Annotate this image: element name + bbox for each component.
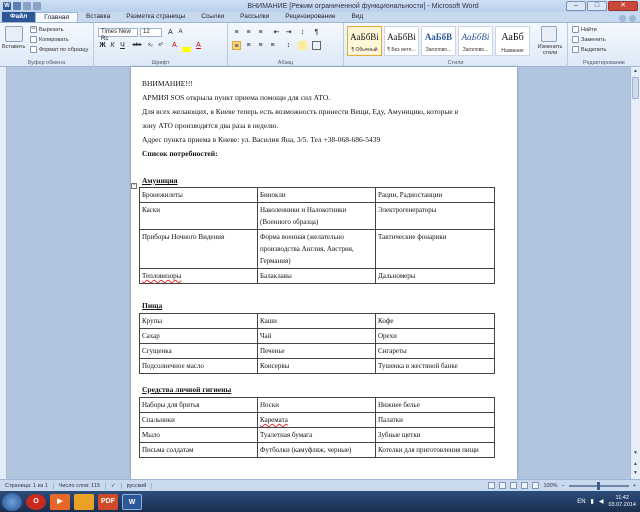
scroll-down-icon[interactable]: ▼ <box>633 450 638 456</box>
tab-review[interactable]: Рецензирование <box>285 13 336 20</box>
table-cell[interactable]: Приборы Ночного Видения <box>140 230 258 269</box>
table-hygiene[interactable] <box>139 397 495 458</box>
start-button[interactable] <box>2 493 22 511</box>
help-icon[interactable] <box>629 15 636 22</box>
table-cell[interactable]: Тактические фонарики <box>376 230 495 269</box>
table-cell[interactable]: Форма военная (желательно производства Англия, Австрия, Германия) <box>258 230 376 269</box>
table-cell[interactable]: Консервы <box>258 359 376 374</box>
zoom-slider[interactable] <box>569 485 629 487</box>
word-count[interactable]: Число слов: 115 <box>54 483 106 489</box>
table-ammo[interactable] <box>139 187 495 284</box>
zoom-out-icon[interactable]: − <box>561 482 565 489</box>
show-formatting-button[interactable]: ¶ <box>314 29 319 36</box>
editing-label: Редактирование <box>583 60 625 66</box>
justify-icon[interactable]: ≡ <box>270 42 275 49</box>
grow-font-button[interactable]: A <box>168 29 173 36</box>
prev-page-icon[interactable]: ▲ <box>633 461 638 467</box>
copy-button[interactable]: Копировать <box>30 36 69 43</box>
table-cell[interactable]: Тушенка в жестяной банке <box>376 359 495 374</box>
find-button[interactable]: Найти <box>572 26 597 33</box>
shrink-font-button[interactable]: A <box>178 29 183 35</box>
save-icon[interactable] <box>13 2 21 10</box>
change-styles-icon[interactable] <box>541 26 557 42</box>
binoculars-icon <box>572 26 579 33</box>
table-cell[interactable]: Печенье <box>258 344 376 359</box>
replace-icon <box>572 36 579 43</box>
table-cell[interactable]: Каски <box>140 203 258 230</box>
doc-line-address: Адрес пункта приема в Киеве: ул. Василия Яна, 3/5. Тел +38-068-686-5439 <box>142 135 381 144</box>
style-heading-1[interactable]: АаБбВ Заголово... <box>421 26 456 56</box>
table-cell[interactable]: Палатки <box>376 413 495 428</box>
doc-line-info: Для всех желающих, в Киеве теперь есть возможность принести Вещи, Еду, Амуницию, которые в <box>142 107 459 116</box>
shading-icon[interactable] <box>298 41 307 50</box>
tab-view[interactable]: Вид <box>351 13 364 20</box>
clock[interactable]: 11:42 03.07.2014 <box>608 494 636 508</box>
borders-icon[interactable] <box>312 41 321 50</box>
brush-icon <box>30 46 37 53</box>
table-cell[interactable]: Орехи <box>376 329 495 344</box>
increase-indent-icon[interactable]: ⇥ <box>285 29 292 36</box>
draft-view-icon[interactable] <box>532 482 539 489</box>
font-color-icon[interactable]: A <box>196 42 201 49</box>
table-cell[interactable]: Мыло <box>140 428 258 443</box>
align-center-icon[interactable]: ≡ <box>246 42 251 49</box>
zoom-in-icon[interactable]: + <box>632 482 636 489</box>
taskbar <box>0 491 640 512</box>
style-no-spacing[interactable]: АаБбВі ¶ Без инте... <box>384 26 419 56</box>
document-page[interactable] <box>131 67 517 479</box>
styles-group <box>344 23 568 67</box>
maximize-button[interactable]: □ <box>587 1 607 11</box>
close-button[interactable]: ✕ <box>608 1 638 11</box>
table-cell[interactable]: Наборы для бритья <box>140 398 258 413</box>
scroll-up-icon[interactable]: ▲ <box>633 68 638 74</box>
spellcheck-icon[interactable]: ✓ <box>106 483 122 489</box>
table-cell[interactable]: Электрогенераторы <box>376 203 495 230</box>
numbering-icon[interactable]: ≡ <box>246 29 251 36</box>
section-title-food: Пища <box>142 301 163 310</box>
section-title-hygiene: Средства личной гигиены <box>142 385 232 394</box>
sort-icon[interactable]: ↕ <box>300 29 305 36</box>
font-label: Шрифт <box>151 60 170 66</box>
table-cell[interactable]: Сгущенка <box>140 344 258 359</box>
tab-mailings[interactable]: Рассылки <box>240 13 270 20</box>
align-right-icon[interactable]: ≡ <box>258 42 263 49</box>
language-indicator[interactable]: русский <box>122 483 153 489</box>
workspace-right <box>516 67 630 479</box>
paragraph-group <box>228 23 344 67</box>
quick-access-toolbar <box>0 2 160 10</box>
redo-icon[interactable] <box>33 2 41 10</box>
table-cell[interactable]: Дальномеры <box>376 269 495 284</box>
select-icon <box>572 46 579 53</box>
tab-insert[interactable]: Вставка <box>86 13 111 20</box>
italic-button[interactable]: К <box>110 42 115 49</box>
multilevel-list-icon[interactable]: ≡ <box>258 29 263 36</box>
text-effects-icon[interactable]: A <box>172 42 177 49</box>
bullets-icon[interactable]: ≡ <box>234 29 239 36</box>
table-cell[interactable]: Каши <box>258 314 376 329</box>
workspace-left <box>0 67 140 479</box>
print-layout-view-icon[interactable] <box>488 482 495 489</box>
doc-line-attention: ВНИМАНИЕ!!! <box>142 79 193 88</box>
folder-icon[interactable] <box>74 494 94 510</box>
table-row <box>140 359 495 374</box>
table-row <box>140 413 495 428</box>
table-cell[interactable]: Каремата <box>258 413 376 428</box>
table-row <box>140 329 495 344</box>
scissors-icon: ✂ <box>31 26 36 32</box>
format-painter-button[interactable]: Формат по образцу <box>30 46 88 53</box>
table-row <box>140 398 495 413</box>
table-cell[interactable]: Подсолнечное масло <box>140 359 258 374</box>
table-cell[interactable]: Балаклавы <box>258 269 376 284</box>
window-title: ВНИМАНИЕ [Режим ограниченной функциональности] - Microsoft Word <box>247 2 479 10</box>
zoom-level[interactable]: 100% <box>543 482 558 489</box>
cut-button[interactable]: ✂ Вырезать <box>31 26 64 33</box>
page-count[interactable]: Страница: 1 из 1 <box>0 483 54 489</box>
paste-button[interactable]: Вставить <box>2 44 26 50</box>
system-tray <box>577 495 640 509</box>
doc-line-needs: Список потребностей: <box>142 149 218 158</box>
table-row <box>140 443 495 458</box>
table-cell[interactable]: Бронежилеты <box>140 188 258 203</box>
vertical-scrollbar[interactable] <box>630 67 640 479</box>
word-logo-icon[interactable]: W <box>4 3 10 9</box>
table-cell[interactable]: Спальники <box>140 413 258 428</box>
clipboard-group <box>0 23 94 67</box>
media-player-icon[interactable]: ▶ <box>50 494 70 510</box>
table-cell[interactable]: Сигареты <box>376 344 495 359</box>
table-cell[interactable]: Наколенники и Налокотники (Военного образца) <box>258 203 376 230</box>
strikethrough-button[interactable]: abc <box>132 42 142 48</box>
table-cell[interactable]: Рации, Радиостанции <box>376 188 495 203</box>
style-title[interactable]: АаБб Название <box>495 26 530 56</box>
table-cell[interactable]: Котелки для приготовления пищи <box>376 443 495 458</box>
font-name-input[interactable]: Times New Rc <box>98 28 138 37</box>
section-title-ammo: Амуниция <box>142 176 178 185</box>
ribbon-tabs <box>0 12 640 23</box>
doc-line-info-2: зону АТО производятся два раза в неделю. <box>142 121 279 130</box>
opera-icon[interactable]: O <box>26 494 46 510</box>
undo-icon[interactable] <box>23 2 31 10</box>
scroll-thumb[interactable] <box>632 77 639 99</box>
highlight-color-icon[interactable] <box>182 47 191 52</box>
doc-line-army: АРМИЯ SOS открыла пункт приема помощи для сил АТО. <box>142 93 331 102</box>
font-group <box>94 23 228 67</box>
subscript-button[interactable]: x₂ <box>148 42 153 48</box>
minimize-ribbon-icon[interactable] <box>619 15 626 22</box>
style-heading-2[interactable]: АаБбВі Заголово... <box>458 26 493 56</box>
tab-references[interactable]: Ссылки <box>201 13 225 20</box>
table-row <box>140 344 495 359</box>
next-page-icon[interactable]: ▼ <box>633 470 638 476</box>
ribbon <box>0 23 640 67</box>
table-cell[interactable]: Сахар <box>140 329 258 344</box>
editing-group <box>568 23 640 67</box>
table-cell[interactable]: Туалетная бумага <box>258 428 376 443</box>
decrease-indent-icon[interactable]: ⇤ <box>273 29 280 36</box>
select-button[interactable]: Выделить <box>572 46 606 53</box>
table-cell[interactable]: Кофе <box>376 314 495 329</box>
vertical-ruler <box>0 67 7 479</box>
tab-page-layout[interactable]: Разметка страницы <box>126 13 186 20</box>
copy-icon <box>30 36 37 43</box>
table-cell[interactable]: Футболки (камуфляж, черные) <box>258 443 376 458</box>
title-bar <box>0 0 640 12</box>
paragraph-label: Абзац <box>277 60 294 66</box>
table-cell[interactable]: Письма солдатам <box>140 443 258 458</box>
table-row <box>140 428 495 443</box>
superscript-button[interactable]: x² <box>158 42 163 48</box>
table-cell[interactable]: Тепловизоры <box>140 269 258 284</box>
table-row <box>140 203 495 230</box>
style-normal[interactable]: АаБбВі ¶ Обычный <box>347 26 382 56</box>
status-bar <box>0 479 640 491</box>
table-cell[interactable]: Чай <box>258 329 376 344</box>
table-cell[interactable]: Крупы <box>140 314 258 329</box>
paste-icon[interactable] <box>5 26 23 42</box>
table-cell[interactable]: Носки <box>258 398 376 413</box>
font-size-input[interactable]: 12 <box>140 28 162 37</box>
replace-button[interactable]: Заменить <box>572 36 606 43</box>
styles-label: Стили <box>447 60 464 66</box>
line-spacing-icon[interactable]: ↕ <box>286 42 291 49</box>
table-move-handle-icon[interactable]: + <box>132 183 136 188</box>
table-cell[interactable]: Нижнее белье <box>376 398 495 413</box>
volume-icon[interactable]: ◀ <box>598 499 604 505</box>
table-cell[interactable]: Бинокли <box>258 188 376 203</box>
tab-file[interactable]: Файл <box>2 12 35 22</box>
pdf-reader-icon[interactable]: PDF <box>98 494 118 510</box>
word-taskbar-icon[interactable]: W <box>122 494 142 510</box>
clipboard-label: Буфер обмена <box>27 60 66 66</box>
table-food[interactable] <box>139 313 495 374</box>
tab-home[interactable]: Главная <box>35 12 78 22</box>
outline-view-icon[interactable] <box>521 482 528 489</box>
full-screen-view-icon[interactable] <box>499 482 506 489</box>
table-row <box>140 314 495 329</box>
table-row <box>140 230 495 269</box>
network-icon[interactable]: ▮ <box>590 499 594 505</box>
minimize-button[interactable]: – <box>566 1 586 11</box>
bold-button[interactable]: Ж <box>99 42 106 49</box>
change-styles-button[interactable]: Изменить стили <box>537 44 563 56</box>
table-row <box>140 188 495 203</box>
input-language[interactable]: EN <box>577 498 586 505</box>
underline-button[interactable]: Ч <box>120 42 125 49</box>
table-row <box>140 269 495 284</box>
align-left-icon[interactable]: ≡ <box>232 41 241 50</box>
web-layout-view-icon[interactable] <box>510 482 517 489</box>
table-cell[interactable]: Зубные щетки <box>376 428 495 443</box>
